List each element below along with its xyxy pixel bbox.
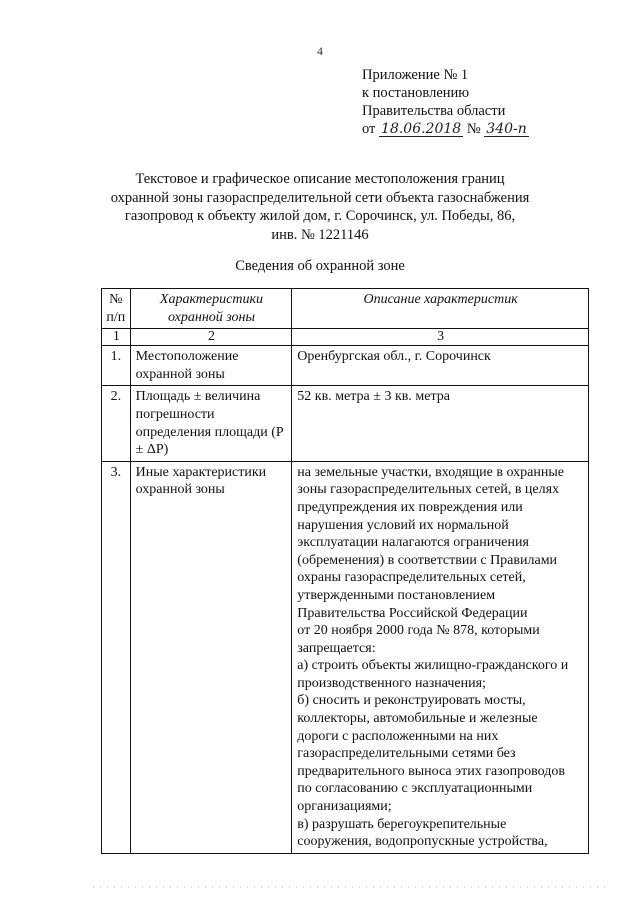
description-line: от 20 ноября 2000 года № 878, которыми [297,623,540,639]
table-row [102,461,589,853]
row-characteristic: Площадь ± величина погрешности определения площади (Р ± ΔР) [130,386,292,461]
header-number: № п/п [102,289,131,329]
handwritten-date: 18.06.2018 [381,121,462,137]
description-line: производственного назначения; [297,675,486,691]
description-line: а) строить объекты жилищно-гражданского и [297,658,569,674]
handwritten-number: 340-п [486,121,527,137]
appendix-line-1: Приложение № 1 [362,67,469,83]
description-line: запрещается: [297,640,376,656]
description-line: предупреждения их повреждения или [297,499,523,515]
scan-noise-line [90,886,610,888]
row-number: 1. [102,346,131,386]
description-line: по согласованию с эксплуатационными [297,781,533,797]
header-description: Описание характеристик [292,289,589,329]
column-number-3: 3 [292,329,589,346]
date-prefix: от [362,121,376,137]
description-line: эксплуатации налагаются ограничения [297,535,529,551]
description-line: газораспределительными сетями без [297,746,516,762]
description-line: охраны газораспределительных сетей, [297,570,526,586]
title-line-2: охранной зоны газораспределительной сети объекта газоснабжения [110,189,530,206]
description-line: 52 кв. метра ± 3 кв. метра [297,389,450,405]
description-line: б) сносить и реконструировать мосты, [297,693,526,709]
description-line: Правительства Российской Федерации [297,605,528,621]
appendix-line-2: к постановлению [362,85,470,101]
column-number-2: 2 [130,329,292,346]
description-line: предварительного выноса этих газопроводов [297,763,565,779]
header-characteristic: Характеристики охранной зоны [130,289,292,329]
description-line: на земельные участки, входящие в охранные [297,464,564,480]
table-row [102,346,589,386]
page-number: 4 [317,44,323,58]
description-line: коллекторы, автомобильные и железные [297,711,538,727]
description-line: организациями; [297,799,392,815]
appendix-block [362,66,622,138]
table-header-row [102,289,589,329]
row-number: 3. [102,461,131,853]
description-line: утвержденными постановлением [297,587,496,603]
section-subtitle: Сведения об охранной зоне [235,258,405,274]
appendix-date-line [362,120,622,138]
appendix-line-3: Правительства области [362,103,506,119]
description-line: нарушения условий их нормальной [297,517,509,533]
title-line-3: газопровод к объекту жилой дом, г. Сорочинск, ул. Победы, 86, [124,208,516,225]
table-column-numbers-row [102,329,589,346]
table-row [102,386,589,461]
description-line: зоны газораспределительных сетей, в целях [297,482,560,498]
row-characteristic: Местоположение охранной зоны [130,346,292,386]
column-number-1: 1 [102,329,131,346]
description-line: Оренбургская обл., г. Сорочинск [297,349,491,365]
row-characteristic: Иные характеристики охранной зоны [130,461,292,853]
description-line: (обременения) в соответствии с Правилами [297,552,558,568]
title-line-1: Текстовое и графическое описание местоположения границ [135,171,505,187]
description-line: сооружения, водопропускные устройства, [297,834,548,850]
row-number: 2. [102,386,131,461]
number-prefix: № [466,121,481,137]
row-description [292,346,589,386]
description-line: дороги с расположенными на них [297,728,499,744]
protection-zone-table [101,288,589,854]
document-title [90,170,550,244]
row-description [292,386,589,461]
row-description [292,461,589,853]
description-line: в) разрушать берегоукрепительные [297,816,507,832]
title-line-4: инв. № 1221146 [271,226,369,243]
